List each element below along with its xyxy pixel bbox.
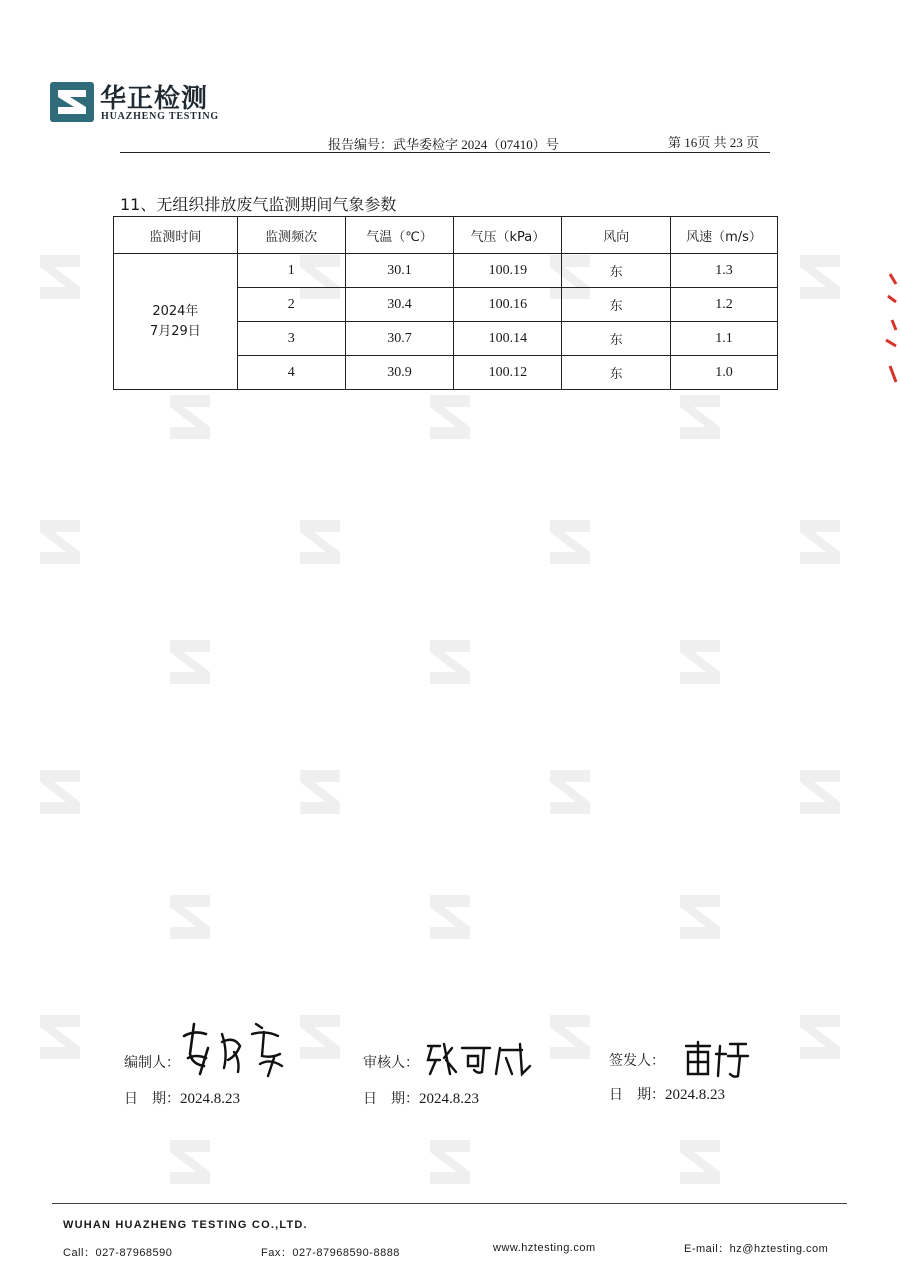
issuer-signature [682, 1038, 752, 1080]
reviewer-date [363, 1088, 479, 1108]
footer-company-name: WUHAN HUAZHENG TESTING CO.,LTD. [63, 1219, 308, 1231]
cell-wind-direction: 东 [562, 322, 671, 356]
footer-fax: Fax：027-87968590-8888 [261, 1247, 400, 1259]
monitor-date-cell [114, 254, 238, 390]
header-wind-direction: 风向 [562, 217, 671, 254]
logo-chinese-name: 华正检测 [100, 84, 209, 114]
issuer-date-value: 2024.8.23 [665, 1087, 725, 1103]
cell-wind-direction: 东 [562, 356, 671, 390]
section-title: 11、无组织排放废气监测期间气象参数 [120, 195, 397, 214]
footer-divider [52, 1203, 847, 1204]
cell-wind-direction: 东 [562, 288, 671, 322]
footer-phone: Call：027-87968590 [63, 1247, 173, 1259]
cell-frequency: 4 [237, 356, 345, 390]
header-temperature: 气温（℃） [345, 217, 454, 254]
cell-temperature: 30.9 [345, 356, 454, 390]
reviewer-date-label: 日 期： [363, 1091, 419, 1107]
page-number: 第 16页 共 23 页 [668, 135, 760, 150]
cell-temperature: 30.1 [345, 254, 454, 288]
compiler-signature [178, 1018, 298, 1080]
issuer-date [609, 1084, 725, 1104]
cell-pressure: 100.14 [454, 322, 562, 356]
compiler-label: 编制人： [124, 1055, 180, 1071]
header-pressure: 气压（kPa） [454, 217, 562, 254]
header-divider [120, 152, 770, 153]
compiler-date [124, 1088, 240, 1108]
monitor-date-year: 2024年 [152, 303, 199, 319]
cell-temperature: 30.7 [345, 322, 454, 356]
monitor-date-day: 7月29日 [149, 323, 201, 339]
cell-wind-speed: 1.1 [671, 322, 778, 356]
cell-pressure: 100.19 [454, 254, 562, 288]
reviewer-signature [422, 1038, 532, 1078]
header-monitor-time: 监测时间 [114, 217, 238, 254]
reviewer-label: 审核人： [363, 1055, 419, 1071]
cell-wind-speed: 1.3 [671, 254, 778, 288]
table-row [114, 254, 778, 288]
reviewer-date-value: 2024.8.23 [419, 1091, 479, 1107]
footer-website: www.hztesting.com [493, 1242, 596, 1254]
cell-frequency: 3 [237, 322, 345, 356]
logo-english-name: HUAZHENG TESTING [101, 111, 219, 122]
compiler-date-label: 日 期： [124, 1091, 180, 1107]
cell-frequency: 1 [237, 254, 345, 288]
cell-pressure: 100.16 [454, 288, 562, 322]
cell-pressure: 100.12 [454, 356, 562, 390]
seal-stamp-edge [880, 270, 900, 390]
issuer-label: 签发人： [609, 1053, 665, 1069]
cell-frequency: 2 [237, 288, 345, 322]
cell-wind-speed: 1.2 [671, 288, 778, 322]
weather-parameters-table [113, 216, 778, 390]
header-wind-speed: 风速（m/s） [671, 217, 778, 254]
report-number: 报告编号：武华委检字 2024（07410）号 [328, 137, 559, 152]
compiler-date-value: 2024.8.23 [180, 1091, 240, 1107]
issuer-date-label: 日 期： [609, 1087, 665, 1103]
table-header-row [114, 217, 778, 254]
header-frequency: 监测频次 [237, 217, 345, 254]
cell-wind-direction: 东 [562, 254, 671, 288]
footer-email: E-mail：hz@hztesting.com [684, 1243, 829, 1255]
cell-wind-speed: 1.0 [671, 356, 778, 390]
cell-temperature: 30.4 [345, 288, 454, 322]
company-logo-icon [50, 80, 94, 124]
